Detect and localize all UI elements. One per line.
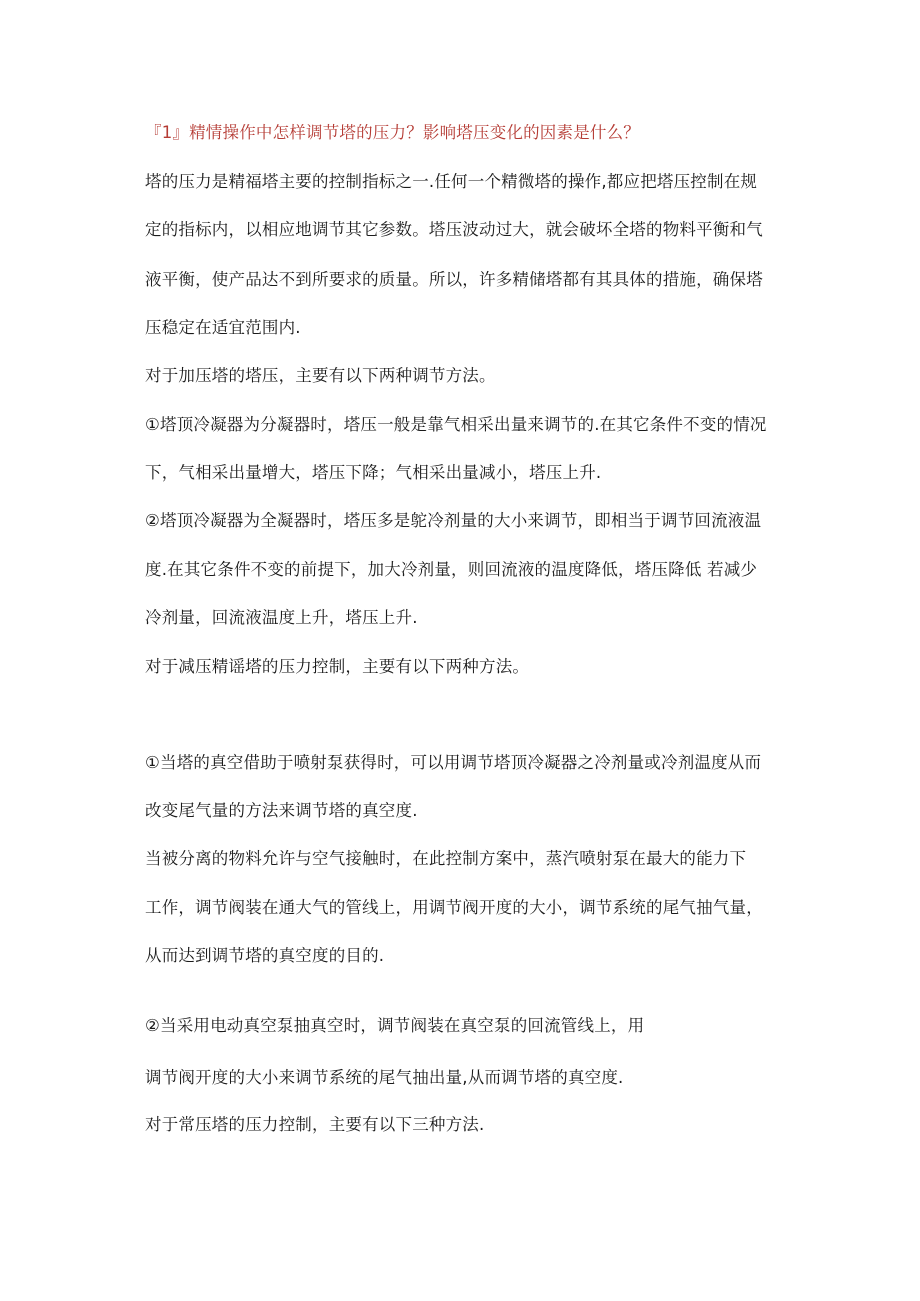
paragraph-line: 液平衡，使产品达不到所要求的质量。所以，许多精储塔都有其具体的措施，确保塔	[145, 270, 763, 289]
paragraph-line: 定的指标内，以相应地调节其它参数。塔压波动过大，就会破坏全塔的物料平衡和气	[145, 220, 763, 239]
paragraph-line: 改变尾气量的方法来调节塔的真空度.	[145, 801, 418, 820]
paragraph-line: 从而达到调节塔的真空度的目的.	[145, 946, 385, 965]
paragraph-line: 工作，调节阀装在通大气的管线上，用调节阀开度的大小，调节系统的尾气抽气量，	[145, 898, 763, 917]
paragraph-line: ①当塔的真空借助于喷射泵获得时，可以用调节塔顶冷凝器之冷剂量或冷剂温度从而	[145, 753, 762, 772]
document-heading: 『1』精情操作中怎样调节塔的压力？影响塔压变化的因素是什么？	[145, 123, 640, 142]
paragraph-line: 对于常压塔的压力控制，主要有以下三种方法.	[145, 1115, 485, 1134]
paragraph-line: ①塔顶冷凝器为分凝器时，塔压一般是靠气相采出量来调节的.在其它条件不变的情况	[145, 415, 767, 434]
paragraph-line: 压稳定在适宜范围内.	[145, 318, 301, 337]
paragraph-line: 下，气相采出量增大，塔压下降；气相采出量减小，塔压上升.	[145, 463, 602, 482]
paragraph-line: 对于减压精谣塔的压力控制，主要有以下两种方法。	[145, 657, 530, 676]
paragraph-line: 度.在其它条件不变的前提下，加大冷剂量，则回流液的温度降低，塔压降低 若减少	[145, 560, 758, 579]
paragraph-line: 塔的压力是精福塔主要的控制指标之一.任何一个精微塔的操作,都应把塔压控制在规	[145, 172, 758, 191]
paragraph-line: 对于加压塔的塔压，主要有以下两种调节方法。	[145, 366, 496, 385]
paragraph-line: ②当采用电动真空泵抽真空时，调节阀装在真空泵的回流管线上，用	[145, 1016, 645, 1035]
paragraph-line: 冷剂量，回流液温度上升，塔压上升.	[145, 608, 418, 627]
paragraph-line: 调节阀开度的大小来调节系统的尾气抽出量,从而调节塔的真空度.	[145, 1068, 624, 1087]
paragraph-line: ②塔顶冷凝器为全凝器时，塔压多是鸵冷剂量的大小来调节，即相当于调节回流液温	[145, 511, 762, 530]
paragraph-line: 当被分离的物料允许与空气接触时，在此控制方案中，蒸汽喷射泵在最大的能力下	[145, 849, 747, 868]
